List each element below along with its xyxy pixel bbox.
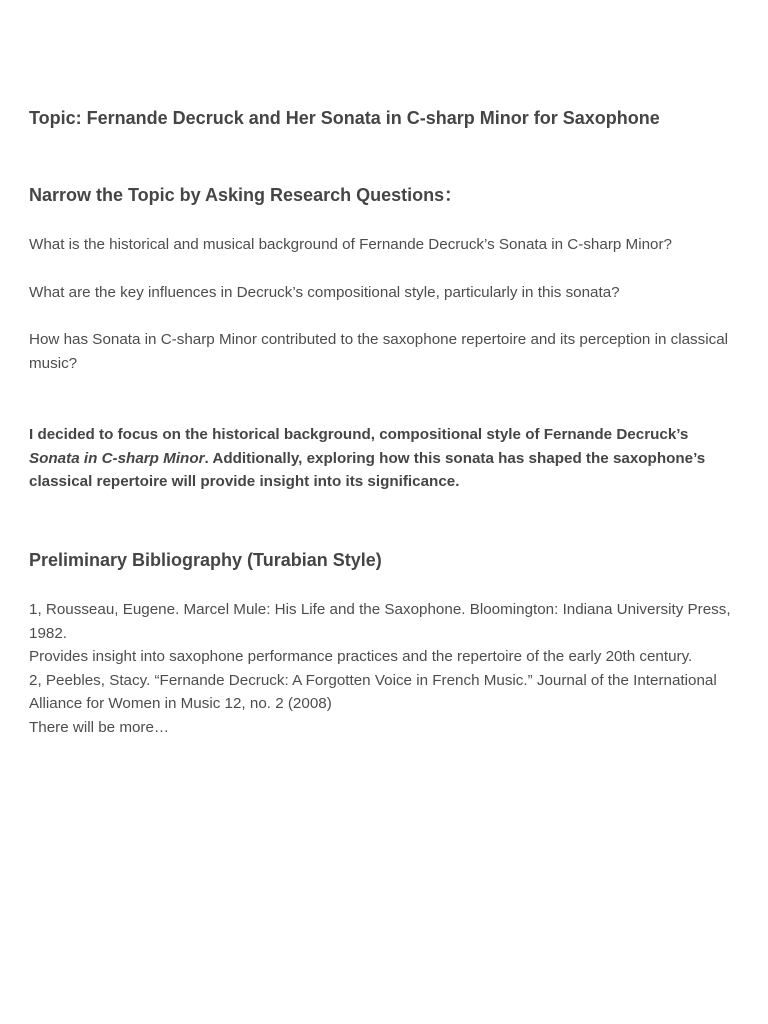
research-question-2: What are the key influences in Decruck’s compositional style, particularly in this sonata? bbox=[29, 284, 620, 301]
bibliography-list bbox=[29, 598, 741, 739]
focus-text-part2: . Additionally, exploring how this sonata has shaped the saxophone’s classical repertoire will provide insight into its significance. bbox=[29, 449, 706, 490]
research-questions-heading: Narrow the Topic by Asking Research Questions： bbox=[29, 185, 463, 205]
bibliography-more-note: There will be more… bbox=[29, 718, 170, 736]
research-question-1: What is the historical and musical background of Fernande Decruck’s Sonata in C-sharp Minor? bbox=[29, 236, 672, 253]
bibliography-entry-1: 1, Rousseau, Eugene. Marcel Mule: His Life and the Saxophone. Bloomington: Indiana University Press, 1982. bbox=[29, 601, 731, 642]
bibliography-entry-2: 2, Peebles, Stacy. “Fernande Decruck: A Forgotten Voice in French Music.” Journal of the International Alliance for Women in Music 12, no. 2 (2008) bbox=[29, 671, 717, 712]
bibliography-annotation-1: Provides insight into saxophone performance practices and the repertoire of the early 20th century. bbox=[29, 648, 693, 665]
topic-heading: Topic: Fernande Decruck and Her Sonata in C-sharp Minor for Saxophone bbox=[29, 108, 660, 128]
research-question-3: How has Sonata in C-sharp Minor contributed to the saxophone repertoire and its perception in classical music? bbox=[29, 331, 729, 372]
focus-work-title: Sonata in C-sharp Minor bbox=[29, 449, 205, 467]
bibliography-heading: Preliminary Bibliography (Turabian Style) bbox=[29, 550, 382, 570]
focus-statement bbox=[29, 423, 741, 494]
focus-text-part1: I decided to focus on the historical background, compositional style of Fernande Decruck’s bbox=[29, 426, 689, 443]
